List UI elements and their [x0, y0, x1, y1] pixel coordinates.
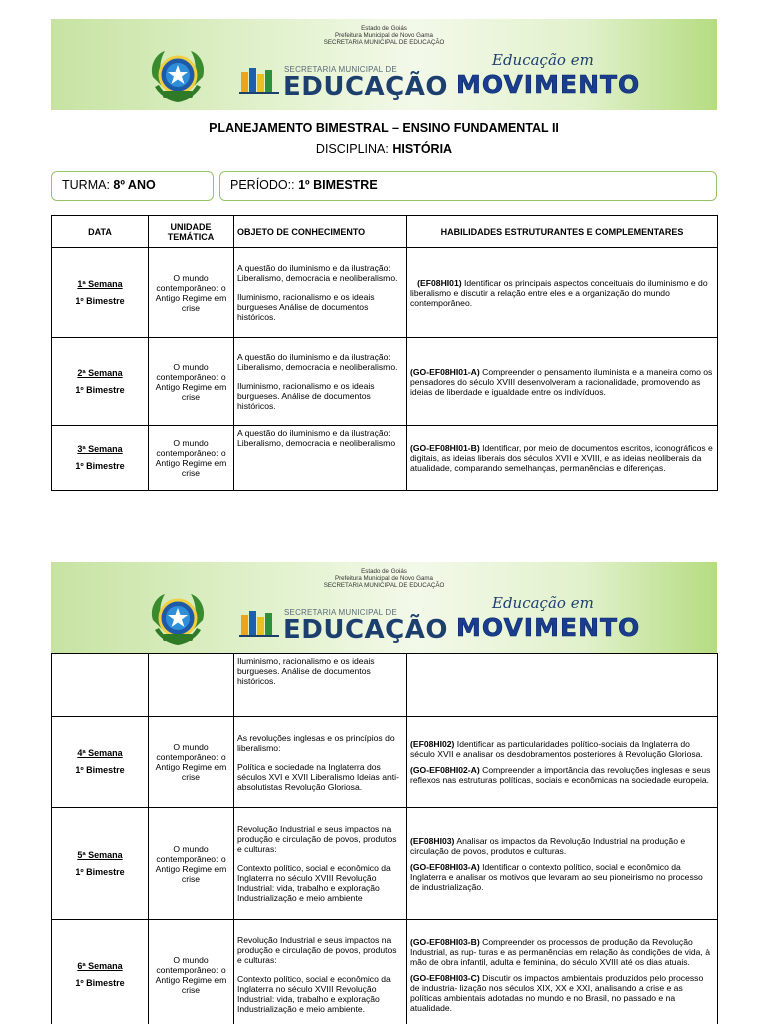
turma-box — [51, 171, 214, 201]
skill-text: Compreender os processos de produção da Revolução Industrial, as rup- turas e as permanências em relação às condições de vida, à mão de obra infantil, adulta e feminina, do século XVIII até os dias atuais. — [410, 936, 710, 967]
periodo-box — [219, 171, 717, 201]
discipline-value: HISTÓRIA — [392, 142, 453, 156]
movimento-logo — [456, 594, 641, 644]
date-cell — [52, 717, 149, 808]
skill-text: Compreender a importância das revoluções inglesas e seus reflexos nas estruturas políticas, sociais e econômicas na sociedade europeia. — [410, 765, 711, 785]
skills-cell — [407, 338, 718, 426]
date-cell — [52, 654, 149, 717]
page-header-banner — [51, 19, 717, 110]
object-text: As revoluções inglesas e os princípios do liberalismo: — [237, 732, 395, 753]
movimento-logo-script: Educação em — [492, 594, 594, 612]
skill-code: (EF08HI03) — [410, 835, 455, 846]
education-logo — [239, 61, 448, 102]
table-row — [52, 654, 718, 717]
prefecture-name: Prefeitura Municipal de Novo Gama — [334, 32, 433, 39]
object-cell — [234, 248, 407, 338]
object-cell — [234, 808, 407, 920]
movimento-logo-word: MOVIMENTO — [456, 613, 641, 642]
object-cell — [234, 717, 407, 808]
date-cell — [52, 248, 149, 338]
week-label: 1ª Semana — [77, 278, 123, 289]
discipline-line — [0, 142, 768, 156]
object-cell — [234, 654, 407, 717]
table-row — [52, 920, 718, 1024]
header-data: DATA — [52, 216, 149, 248]
secretariat-name: SECRETARIA MUNICIPAL DE EDUCAÇÃO — [323, 582, 445, 589]
skill-code: (GO-EF08HI01-A) — [410, 366, 480, 377]
discipline-label: DISCIPLINA: — [315, 142, 393, 156]
education-logo-subtitle: SECRETARIA MUNICIPAL DE — [284, 65, 397, 74]
skill-code: (GO-EF08HI03-A) — [410, 861, 480, 872]
periodo-value: 1º BIMESTRE — [298, 178, 378, 192]
skill-code: (EF08HI02) — [410, 739, 455, 749]
bimester-label: 1º Bimestre — [75, 295, 125, 306]
object-cell — [234, 426, 407, 491]
object-text: Revolução Industrial e seus impactos na produção e circulação de povos, produtos e culturas: — [237, 935, 397, 965]
bimester-label: 1º Bimestre — [75, 977, 125, 988]
prefecture-name: Prefeitura Municipal de Novo Gama — [334, 575, 433, 582]
movimento-logo-script: Educação em — [492, 51, 594, 69]
object-text: A questão do iluminismo e da ilustração: Liberalismo, democracia e neoliberalismo. — [237, 352, 398, 372]
table-row — [52, 808, 718, 920]
date-cell — [52, 338, 149, 426]
unit-cell: O mundo contemporâneo: o Antigo Regime em crise — [149, 717, 234, 808]
object-text: Contexto político, social e econômico da Inglaterra no século XVIII Revolução Industrial: vida, trabalho e exploração Industrialização e meio ambiente — [237, 863, 391, 903]
state-name: Estado de Goiás — [361, 568, 407, 575]
skill-code: (EF08HI01) — [417, 277, 462, 288]
skills-cell — [407, 654, 718, 717]
skill-text: Identificar o contexto político, social e econômico da Inglaterra e analisar os motivos que levaram ao seu pioneirismo no processo de industrialização. — [410, 861, 703, 892]
table-row — [52, 338, 718, 426]
unit-cell: O mundo contemporâneo: o Antigo Regime em crise — [149, 808, 234, 920]
skill-text: Identificar, por meio de documentos escritos, iconográficos e digitais, as ideias liberais dos séculos XVII e XVIII, e as ideias neoliberais da atualidade, comparando semelhanças, permanências e diferenças. — [410, 443, 713, 473]
movimento-logo-word: MOVIMENTO — [456, 70, 641, 99]
skill-text: Analisar os impactos da Revolução Industrial na produção e circulação de povos, produtos e culturas. — [410, 835, 686, 856]
bimester-label: 1º Bimestre — [75, 461, 125, 471]
object-text: Iluminismo, racionalismo e os ideais burgueses. Análise de documentos históricos. — [237, 381, 375, 411]
skill-text: Identificar os principais aspectos conceituais do iluminismo e do liberalismo e discutir a relação entre eles e a organização do mundo contemporâneo. — [410, 277, 708, 308]
secretariat-name: SECRETARIA MUNICIPAL DE EDUCAÇÃO — [323, 39, 445, 46]
document-title: PLANEJAMENTO BIMESTRAL – ENSINO FUNDAMENTAL II — [209, 121, 559, 135]
skill-code: (GO-EF08HI03-B) — [410, 936, 480, 947]
header-unidade-tematica: UNIDADE TEMÁTICA — [149, 216, 234, 248]
skills-cell — [407, 808, 718, 920]
week-label: 6ª Semana — [77, 960, 123, 971]
table-row — [52, 248, 718, 338]
week-label: 3ª Semana — [77, 444, 123, 454]
date-cell — [52, 920, 149, 1024]
education-logo-title: EDUCAÇÃO — [283, 615, 448, 645]
unit-cell: O mundo contemporâneo: o Antigo Regime em crise — [149, 920, 234, 1024]
skill-code: (GO-EF08HI02-A) — [410, 765, 480, 775]
turma-value: 8º ANO — [113, 178, 156, 192]
education-logo-subtitle: SECRETARIA MUNICIPAL DE — [284, 608, 397, 617]
movimento-logo — [456, 51, 641, 101]
header-objeto: OBJETO DE CONHECIMENTO — [234, 216, 407, 248]
unit-cell — [149, 654, 234, 717]
bimester-label: 1º Bimestre — [75, 384, 125, 395]
books-icon — [239, 607, 279, 637]
object-text: Iluminismo, racionalismo e os ideais burgueses. Análise de documentos históricos. — [237, 656, 375, 686]
week-label: 4ª Semana — [77, 748, 123, 758]
skill-code: (GO-EF08HI01-B) — [410, 443, 480, 453]
planning-table-page-2 — [51, 653, 718, 1024]
unit-cell: O mundo contemporâneo: o Antigo Regime em crise — [149, 248, 234, 338]
books-icon — [239, 64, 279, 94]
object-text: A questão do iluminismo e da ilustração: Liberalismo, democracia e neoliberalismo — [237, 428, 396, 448]
table-row — [52, 426, 718, 491]
week-label: 2ª Semana — [77, 367, 123, 378]
table-header-row — [52, 216, 718, 248]
bimester-label: 1º Bimestre — [75, 866, 125, 877]
skills-cell — [407, 717, 718, 808]
object-cell — [234, 920, 407, 1024]
header-text — [51, 568, 717, 589]
state-name: Estado de Goiás — [361, 25, 407, 32]
periodo-label: PERÍODO:: — [230, 178, 299, 192]
week-label: 5ª Semana — [77, 849, 123, 860]
object-text: A questão do iluminismo e da ilustração: Liberalismo, democracia e neoliberalismo. — [237, 263, 398, 283]
planning-table-page-1 — [51, 215, 718, 491]
education-logo — [239, 604, 448, 645]
header-text — [51, 25, 717, 46]
municipal-seal-icon — [147, 590, 209, 648]
object-text: Contexto político, social e econômico da Inglaterra no século XVIII Revolução Industrial: vida, trabalho e exploração Industrialização e meio ambiente. — [237, 974, 391, 1014]
object-text: Política e sociedade na Inglaterra dos séculos XVI e XVII Liberalismo Ideias anti-absolutistas Revolução Gloriosa. — [237, 761, 399, 792]
municipal-seal-icon — [147, 47, 209, 105]
skills-cell — [407, 426, 718, 491]
table-row — [52, 717, 718, 808]
header-habilidades: HABILIDADES ESTRUTURANTES E COMPLEMENTARES — [407, 216, 718, 248]
skill-text: Identificar as particularidades político-sociais da Inglaterra do século XVII e analisar os desdobramentos posteriores à Revolução Gloriosa. — [410, 739, 703, 759]
date-cell — [52, 808, 149, 920]
skills-cell — [407, 920, 718, 1024]
skill-text: Discutir os impactos ambientais produzidos pelo processo de industria- lização nos séculos XIX, XX e XXI, analisando a crise e as políticas ambientais adotadas no mundo e no Brasil, no passado e na atualidade. — [410, 972, 704, 1013]
skill-text: Compreender o pensamento iluminista e a maneira como os pensadores do século XVIII desenvolveram a racionalidade, promovendo as ideias de liberdade e igualdade entre os indivíduos. — [410, 366, 713, 397]
skills-cell — [407, 248, 718, 338]
bimester-label: 1º Bimestre — [75, 765, 125, 775]
unit-cell: O mundo contemporâneo: o Antigo Regime em crise — [149, 338, 234, 426]
turma-label: TURMA: — [62, 178, 114, 192]
education-logo-title: EDUCAÇÃO — [283, 72, 448, 102]
skill-code: (GO-EF08HI03-C) — [410, 972, 480, 983]
object-text: Iluminismo, racionalismo e os ideais burgueses Análise de documentos históricos. — [237, 292, 375, 322]
page-header-banner — [51, 562, 717, 653]
object-cell — [234, 338, 407, 426]
date-cell — [52, 426, 149, 491]
unit-cell: O mundo contemporâneo: o Antigo Regime em crise — [149, 426, 234, 491]
object-text: Revolução Industrial e seus impactos na produção e circulação de povos, produtos e culturas: — [237, 824, 397, 854]
